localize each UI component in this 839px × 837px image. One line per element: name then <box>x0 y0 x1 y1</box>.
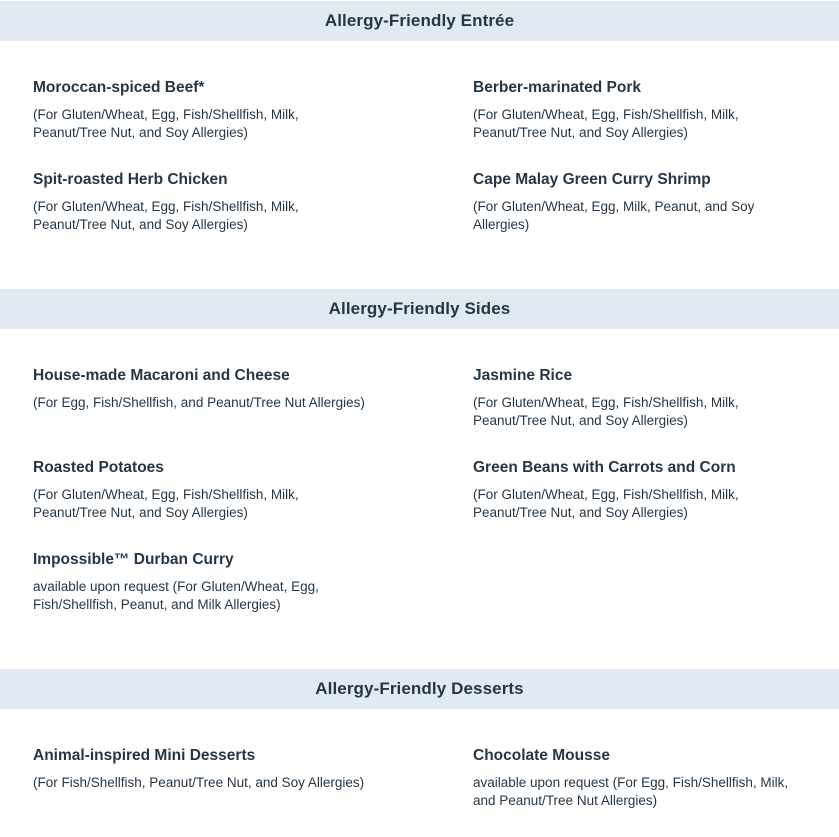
menu-item-moroccan-spiced-beef <box>33 79 373 142</box>
item-name: Roasted Potatoes <box>33 459 164 476</box>
menu-item-spit-roasted-herb-chicken <box>33 171 373 234</box>
item-allergy-info: (For Gluten/Wheat, Egg, Fish/Shellfish, Milk, Peanut/Tree Nut, and Soy Allergies) <box>33 199 299 232</box>
item-name: Cape Malay Green Curry Shrimp <box>473 171 711 188</box>
section-header-entree: Allergy-Friendly Entrée <box>0 1 839 41</box>
section-header-sides: Allergy-Friendly Sides <box>0 289 839 329</box>
item-name: Moroccan-spiced Beef* <box>33 79 205 96</box>
item-allergy-info: (For Gluten/Wheat, Egg, Fish/Shellfish, Milk, Peanut/Tree Nut, and Soy Allergies) <box>473 107 739 140</box>
item-allergy-info: (For Fish/Shellfish, Peanut/Tree Nut, and Soy Allergies) <box>33 775 365 790</box>
item-name: Berber-marinated Pork <box>473 79 641 96</box>
menu-item-jasmine-rice <box>473 367 793 430</box>
item-name: Green Beans with Carrots and Corn <box>473 459 736 476</box>
item-allergy-info: (For Gluten/Wheat, Egg, Fish/Shellfish, Milk, Peanut/Tree Nut, and Soy Allergies) <box>473 487 739 520</box>
item-allergy-info: (For Gluten/Wheat, Egg, Fish/Shellfish, Milk, Peanut/Tree Nut, and Soy Allergies) <box>33 107 299 140</box>
menu-item-berber-marinated-pork <box>473 79 793 142</box>
menu-item-impossible-durban-curry <box>33 551 373 614</box>
item-name: House-made Macaroni and Cheese <box>33 367 290 384</box>
item-name: Spit-roasted Herb Chicken <box>33 171 228 188</box>
item-allergy-info: (For Gluten/Wheat, Egg, Fish/Shellfish, Milk, Peanut/Tree Nut, and Soy Allergies) <box>33 487 299 520</box>
menu-item-animal-inspired-mini-desserts <box>33 747 373 792</box>
menu-item-green-beans-with-carrots-and-corn <box>473 459 793 522</box>
item-allergy-info: (For Gluten/Wheat, Egg, Milk, Peanut, and Soy Allergies) <box>473 199 755 232</box>
item-allergy-info: (For Gluten/Wheat, Egg, Fish/Shellfish, Milk, Peanut/Tree Nut, and Soy Allergies) <box>473 395 739 428</box>
item-name: Jasmine Rice <box>473 367 573 384</box>
item-name: Animal-inspired Mini Desserts <box>33 747 256 764</box>
menu-item-house-made-macaroni-and-cheese <box>33 367 373 412</box>
menu-item-roasted-potatoes <box>33 459 373 522</box>
menu-item-cape-malay-green-curry-shrimp <box>473 171 793 234</box>
item-name: Chocolate Mousse <box>473 747 610 764</box>
section-header-desserts: Allergy-Friendly Desserts <box>0 669 839 709</box>
item-allergy-info: available upon request (For Egg, Fish/Shellfish, Milk, and Peanut/Tree Nut Allergies) <box>473 775 789 808</box>
menu-item-chocolate-mousse <box>473 747 793 810</box>
item-allergy-info: available upon request (For Gluten/Wheat, Egg, Fish/Shellfish, Peanut, and Milk Allergies) <box>33 579 319 612</box>
item-allergy-info: (For Egg, Fish/Shellfish, and Peanut/Tree Nut Allergies) <box>33 395 365 410</box>
item-name: Impossible™ Durban Curry <box>33 551 234 568</box>
